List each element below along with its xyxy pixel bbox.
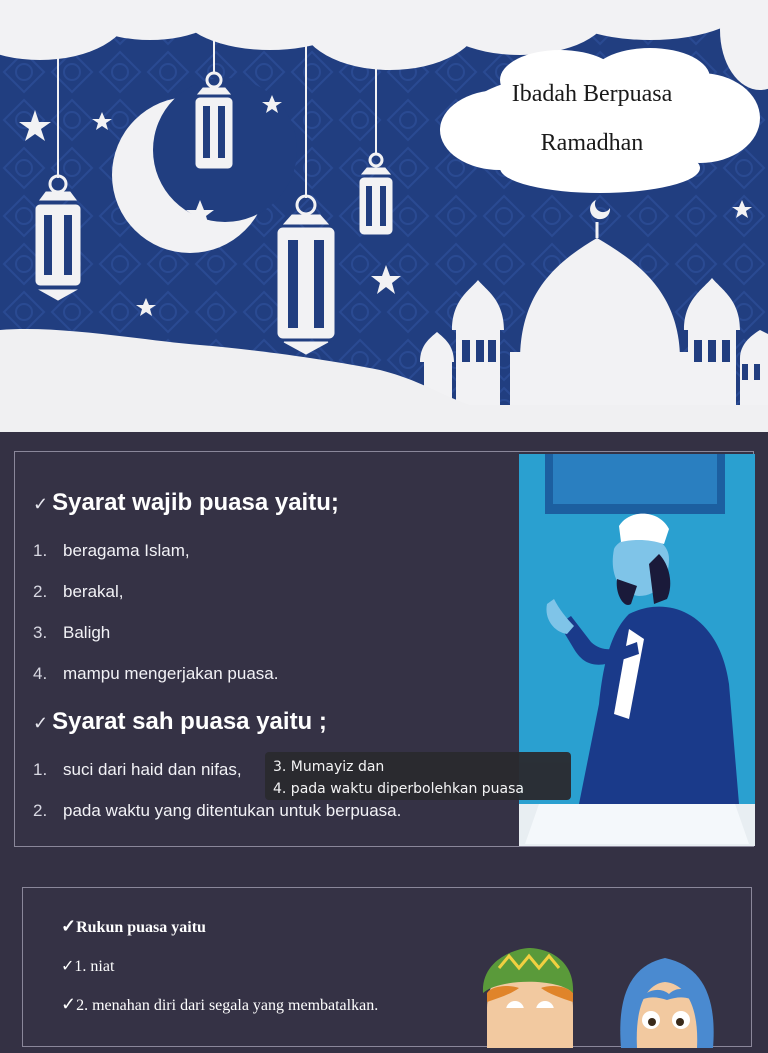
list-item: 4. mampu mengerjakan puasa. [33, 664, 279, 683]
tooltip-line: 4. pada waktu diperbolehkan puasa [273, 781, 524, 797]
list-item: 3. Baligh [33, 623, 111, 642]
rukun-puasa-slide [22, 887, 752, 1047]
check-icon: ✓ [61, 994, 77, 1014]
check-icon: ✓ [61, 958, 75, 975]
check-icon: ✓ [61, 916, 77, 936]
list-item: 1. suci dari haid dan nifas, [33, 760, 242, 779]
list-item: 2. berakal, [33, 582, 124, 601]
check-icon: ✓ [33, 494, 49, 514]
list-item: ✓2. menahan diri dari segala yang membatalkan. [61, 994, 379, 1014]
list-item: 1. beragama Islam, [33, 541, 190, 560]
heading-syarat-sah: ✓ Syarat sah puasa yaitu ; [33, 708, 327, 735]
heading-syarat-wajib: ✓ Syarat wajib puasa yaitu; [33, 489, 339, 516]
banner-title-line1: Ibadah Berpuasa [511, 81, 673, 107]
children-illustration [469, 938, 729, 1048]
heading-rukun-puasa: ✓Rukun puasa yaitu [61, 916, 206, 936]
ramadhan-banner [0, 0, 768, 432]
list-item: 2. pada waktu yang ditentukan untuk berpuasa. [33, 801, 402, 820]
tooltip-popup [265, 752, 571, 800]
check-icon: ✓ [33, 713, 49, 733]
banner-title-line2: Ramadhan [540, 130, 644, 156]
tooltip-line: 3. Mumayiz dan [273, 759, 385, 775]
list-item: ✓1. niat [61, 958, 115, 975]
